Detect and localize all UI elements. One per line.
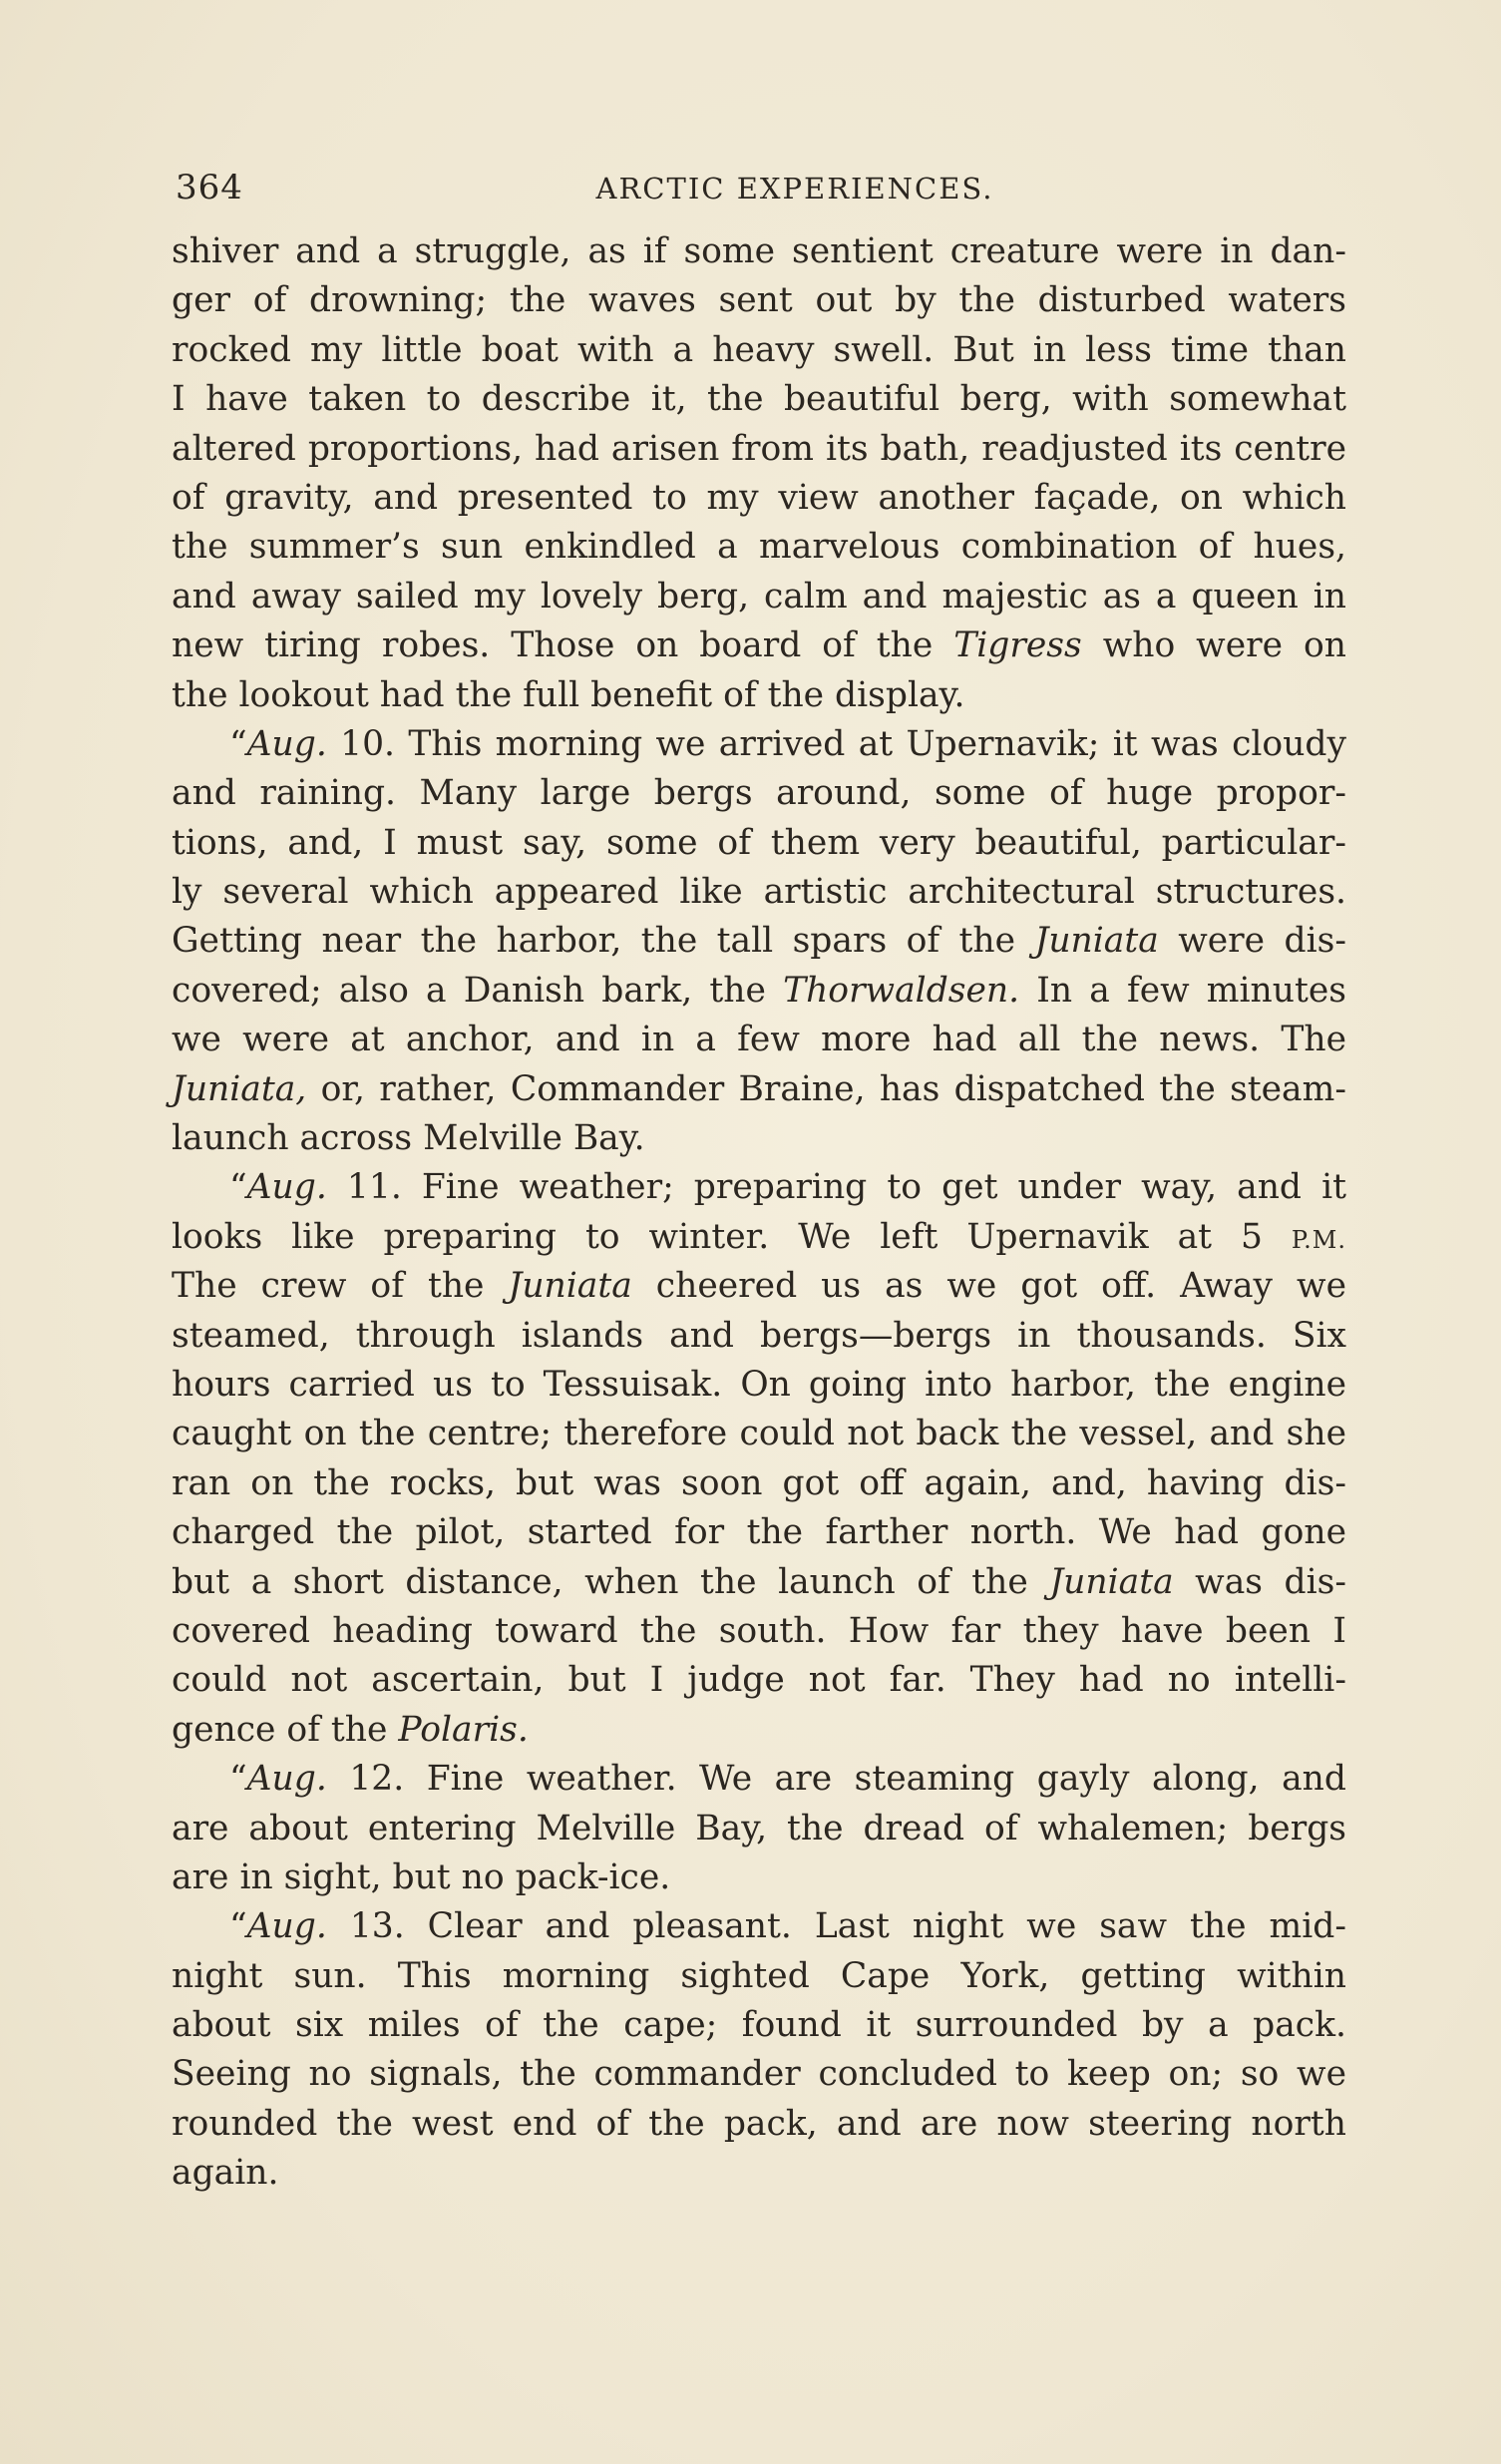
text-line xyxy=(172,1361,1346,1410)
text-segment: of gravity, and presented to my view another façade, on which xyxy=(172,477,1346,518)
text-line xyxy=(172,1114,1346,1163)
italic-text: Thorwaldsen. xyxy=(783,970,1020,1011)
italic-text: Polaris. xyxy=(398,1709,529,1750)
text-line xyxy=(172,326,1346,375)
text-segment: altered proportions, had arisen from its bath, readjusted its centre xyxy=(172,428,1346,469)
text-segment: cheered us as we got off. Away we xyxy=(631,1266,1346,1307)
text-line xyxy=(172,1805,1346,1853)
text-segment: 11. Fine weather; preparing to get under way, and it xyxy=(326,1167,1346,1208)
text-line xyxy=(172,2001,1346,2050)
text-line xyxy=(172,1016,1346,1064)
text-line xyxy=(172,671,1346,720)
italic-text: Aug. xyxy=(246,1906,327,1947)
text-line xyxy=(172,523,1346,572)
italic-text: Juniata xyxy=(1034,921,1159,962)
text-segment: charged the pilot, started for the farther north. We had gone xyxy=(172,1512,1346,1553)
italic-text: Aug. xyxy=(246,723,327,764)
text-line xyxy=(172,1656,1346,1705)
text-segment: about six miles of the cape; found it surrounded by a pack. xyxy=(172,2005,1346,2046)
text-line xyxy=(172,769,1346,818)
text-line xyxy=(172,227,1346,276)
text-segment: In a few minutes xyxy=(1019,970,1346,1011)
text-segment: but a short distance, when the launch of the xyxy=(172,1561,1050,1602)
italic-text: Aug. xyxy=(246,1759,327,1800)
italic-text: Tigress xyxy=(953,625,1082,666)
text-segment: “ xyxy=(229,1167,247,1208)
text-line xyxy=(172,1459,1346,1508)
text-segment: new tiring robes. Those on board of the xyxy=(172,625,954,666)
text-line xyxy=(172,425,1346,474)
text-segment: Getting near the harbor, the tall spars of the xyxy=(172,921,1035,962)
text-segment: 13. Clear and pleasant. Last night we saw the mid- xyxy=(326,1906,1346,1947)
text-line xyxy=(172,1508,1346,1557)
page-header xyxy=(172,168,1358,211)
text-segment: shiver and a struggle, as if some sentient creature were in dan- xyxy=(172,231,1346,271)
text-line xyxy=(172,1755,1346,1804)
text-segment: night sun. This morning sighted Cape York, getting within xyxy=(172,1955,1346,1996)
text-segment: or, rather, Commander Braine, has dispatched the steam- xyxy=(306,1068,1346,1109)
italic-text: Juniata xyxy=(508,1266,632,1307)
text-line xyxy=(172,1312,1346,1361)
text-line xyxy=(172,1213,1346,1262)
text-line xyxy=(172,621,1346,670)
text-segment: 12. Fine weather. We are steaming gayly along, and xyxy=(326,1759,1346,1800)
text-segment: “ xyxy=(229,1759,247,1800)
text-line xyxy=(172,1607,1346,1656)
body-text xyxy=(172,227,1346,2199)
text-segment: the summer’s sun enkindled a marvelous combination of hues, xyxy=(172,527,1346,568)
text-segment: hours carried us to Tessuisak. On going into harbor, the engine xyxy=(172,1364,1346,1405)
text-segment: are in sight, but no pack-ice. xyxy=(172,1856,671,1897)
text-segment: “ xyxy=(229,1906,247,1947)
text-line xyxy=(172,868,1346,917)
text-segment: ger of drowning; the waves sent out by the disturbed waters xyxy=(172,280,1346,321)
text-segment: steamed, through islands and bergs—bergs in thousands. Six xyxy=(172,1315,1346,1356)
text-line xyxy=(172,917,1346,966)
italic-text: Juniata, xyxy=(172,1068,307,1109)
text-segment: ran on the rocks, but was soon got off again, and, having dis- xyxy=(172,1462,1346,1503)
text-segment: 10. This morning we arrived at Upernavik; it was cloudy xyxy=(326,723,1346,764)
text-segment: P.M. xyxy=(1291,1225,1346,1254)
text-line xyxy=(172,819,1346,868)
text-line xyxy=(172,2100,1346,2149)
text-segment: was dis- xyxy=(1173,1561,1347,1602)
text-segment: I have taken to describe it, the beautiful berg, with somewhat xyxy=(172,379,1346,420)
text-line xyxy=(172,2050,1346,2099)
text-segment: launch across Melville Bay. xyxy=(172,1118,645,1159)
text-segment: again. xyxy=(172,2153,279,2194)
text-segment: could not ascertain, but I judge not far. They had no intelli- xyxy=(172,1660,1346,1701)
text-segment: the lookout had the full benefit of the display. xyxy=(172,674,965,715)
text-segment: covered; also a Danish bark, the xyxy=(172,970,784,1011)
italic-text: Aug. xyxy=(246,1167,327,1208)
text-line xyxy=(172,1262,1346,1311)
text-segment: The crew of the xyxy=(172,1266,509,1307)
text-line xyxy=(172,720,1346,769)
text-segment: covered heading toward the south. How far they have been I xyxy=(172,1610,1346,1651)
text-segment: caught on the centre; therefore could not back the vessel, and she xyxy=(172,1414,1346,1454)
text-segment: we were at anchor, and in a few more had all the news. The xyxy=(172,1020,1346,1060)
text-segment: gence of the xyxy=(172,1709,399,1750)
text-line xyxy=(172,276,1346,325)
running-title: ARCTIC EXPERIENCES. xyxy=(595,172,994,205)
text-line xyxy=(172,1558,1346,1607)
text-line xyxy=(172,967,1346,1016)
text-segment: Seeing no signals, the commander concluded to keep on; so we xyxy=(172,2054,1346,2095)
italic-text: Juniata xyxy=(1049,1561,1174,1602)
text-line xyxy=(172,2149,1346,2198)
text-segment: rocked my little boat with a heavy swell. But in less time than xyxy=(172,329,1346,370)
text-segment: ly several which appeared like artistic architectural structures. xyxy=(172,872,1346,913)
text-line xyxy=(172,1902,1346,1951)
text-segment: tions, and, I must say, some of them very beautiful, particular- xyxy=(172,822,1346,863)
text-segment: “ xyxy=(229,723,247,764)
text-segment: rounded the west end of the pack, and are now steering north xyxy=(172,2103,1346,2144)
text-segment: looks like preparing to winter. We left Upernavik at 5 xyxy=(172,1216,1292,1257)
text-segment: were dis- xyxy=(1158,921,1346,962)
text-line xyxy=(172,1853,1346,1902)
text-segment: who were on xyxy=(1081,625,1346,666)
text-line xyxy=(172,1952,1346,2001)
text-line xyxy=(172,1706,1346,1755)
text-line xyxy=(172,375,1346,424)
text-segment: and raining. Many large bergs around, some of huge propor- xyxy=(172,773,1346,814)
page-number: 364 xyxy=(176,168,243,207)
text-line xyxy=(172,573,1346,621)
text-line xyxy=(172,474,1346,523)
text-line xyxy=(172,1065,1346,1114)
text-segment: are about entering Melville Bay, the dread of whalemen; bergs xyxy=(172,1808,1346,1848)
text-line xyxy=(172,1163,1346,1212)
text-segment: and away sailed my lovely berg, calm and majestic as a queen in xyxy=(172,576,1346,616)
text-line xyxy=(172,1410,1346,1458)
